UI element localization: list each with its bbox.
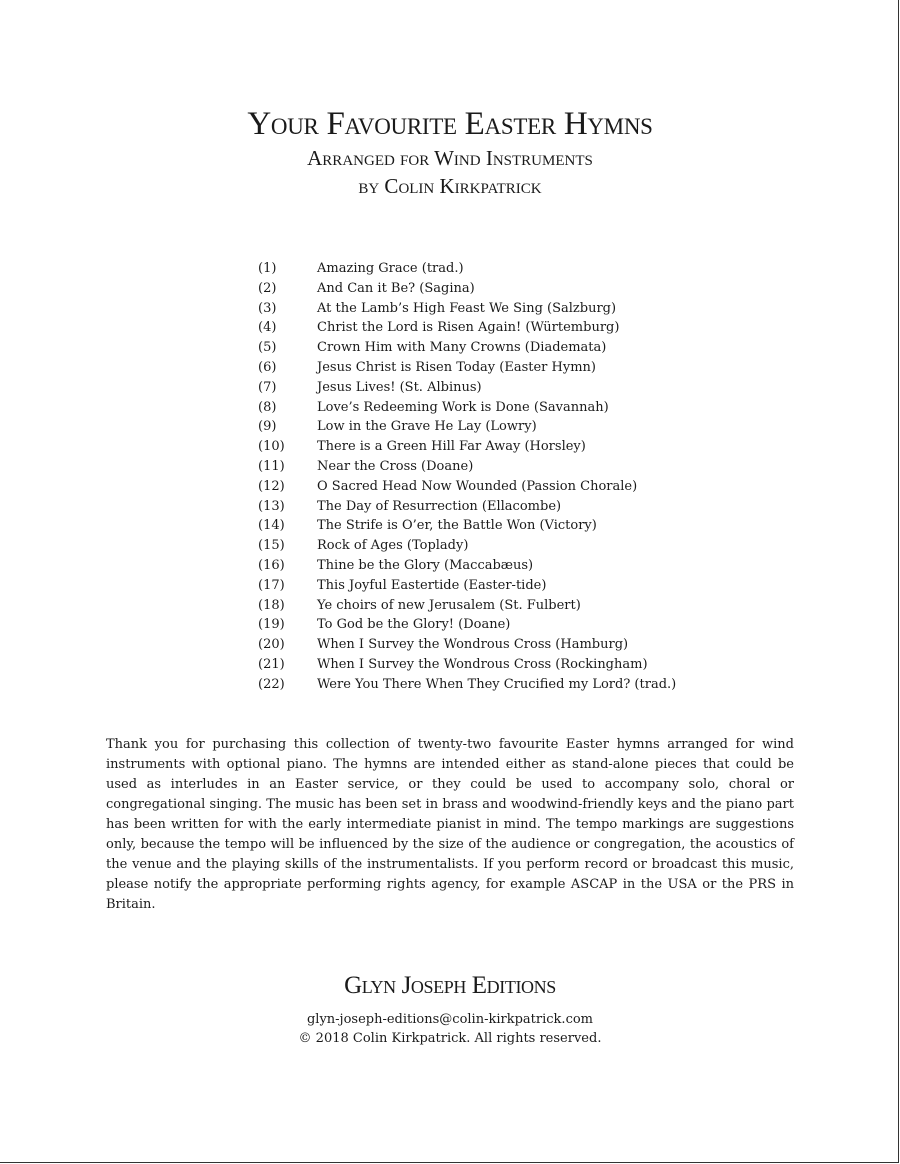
hymn-item: [258, 655, 676, 675]
hymn-title: Amazing Grace (trad.): [317, 261, 464, 276]
hymn-number: (8): [258, 399, 277, 415]
hymn-item: [258, 338, 676, 358]
hymn-number: (1): [258, 261, 277, 276]
hymn-title: And Can it Be? (Sagina): [317, 280, 475, 296]
subtitle-author: by Colin Kirkpatrick: [358, 174, 542, 198]
hymn-title: Christ the Lord is Risen Again! (Würtemburg): [317, 320, 620, 336]
hymn-number: (18): [258, 597, 285, 613]
hymn-title: There is a Green Hill Far Away (Horsley): [317, 439, 586, 455]
hymn-item: [258, 437, 676, 457]
hymn-number: (22): [258, 676, 285, 692]
hymn-number: (10): [258, 439, 285, 455]
hymn-number: (19): [258, 617, 285, 633]
hymn-item: [258, 398, 676, 418]
hymn-number: (11): [258, 458, 285, 474]
hymn-title: At the Lamb’s High Feast We Sing (Salzburg): [317, 300, 617, 316]
hymn-item: [258, 259, 676, 279]
hymn-item: [258, 556, 676, 576]
hymn-title: When I Survey the Wondrous Cross (Hamburg): [317, 637, 629, 653]
hymn-title: O Sacred Head Now Wounded (Passion Chorale): [317, 478, 638, 494]
hymn-item: [258, 615, 676, 635]
hymn-number: (20): [258, 637, 285, 653]
hymn-title: Low in the Grave He Lay (Lowry): [317, 419, 537, 435]
hymn-item: [258, 318, 676, 338]
hymn-item: [258, 635, 676, 655]
hymn-item: [258, 378, 676, 398]
hymn-number: (6): [258, 359, 277, 375]
hymn-title: When I Survey the Wondrous Cross (Rockingham): [317, 656, 648, 672]
hymn-item: [258, 358, 676, 378]
hymn-title: Crown Him with Many Crowns (Diademata): [317, 340, 607, 356]
hymn-item: [258, 299, 676, 319]
hymn-title: Jesus Christ is Risen Today (Easter Hymn): [317, 359, 596, 375]
hymn-list: [258, 259, 676, 695]
subtitle-arranged: Arranged for Wind Instruments: [307, 146, 593, 170]
hymn-item: [258, 457, 676, 477]
hymn-number: (21): [258, 656, 285, 672]
hymn-number: (5): [258, 340, 277, 356]
copyright-notice: © 2018 Colin Kirkpatrick. All rights reserved.: [298, 1031, 602, 1046]
hymn-title: The Strife is O’er, the Battle Won (Victory): [317, 518, 597, 534]
hymn-number: (7): [258, 379, 277, 395]
hymn-number: (4): [258, 320, 277, 336]
hymn-title: Rock of Ages (Toplady): [317, 538, 469, 554]
contact-email: glyn-joseph-editions@colin-kirkpatrick.com: [306, 1012, 594, 1027]
hymn-item: [258, 576, 676, 596]
hymn-item: [258, 516, 676, 536]
hymn-title: To God be the Glory! (Doane): [317, 617, 511, 633]
hymn-title: Ye choirs of new Jerusalem (St. Fulbert): [317, 597, 581, 613]
hymn-title: Love’s Redeeming Work is Done (Savannah): [317, 399, 609, 415]
hymn-item: [258, 477, 676, 497]
hymn-number: (17): [258, 577, 285, 593]
page-title: Your Favourite Easter Hymns: [247, 106, 653, 142]
publisher-logo: Glyn Joseph Editions: [344, 972, 556, 999]
hymn-number: (12): [258, 478, 285, 494]
hymn-title: Thine be the Glory (Maccabæus): [317, 557, 534, 573]
hymn-title: Jesus Lives! (St. Albinus): [317, 379, 482, 395]
hymn-item: [258, 497, 676, 517]
hymn-item: [258, 417, 676, 437]
intro-paragraph: Thank you for purchasing this collection of twenty-two favourite Easter hymns arranged for wind instruments with optional piano. The hymns are intended either as stand-alone pieces that could be used as interludes in an Easter service, or they could be used to accompany solo, choral or congregational singing. The music has been set in brass and woodwind-friendly keys and the piano part has been written for with the early intermediate pianist in mind. The tempo markings are suggestions only, because the tempo will be influenced by the size of the audience or congregation, the acoustics of the venue and the playing skills of the instrumentalists. If you perform record or broadcast this music, please notify the appropriate performing rights agency, for example ASCAP in the USA or the PRS in Britain.: [106, 737, 794, 912]
hymn-title: Near the Cross (Doane): [317, 458, 474, 474]
hymn-item: [258, 279, 676, 299]
hymn-item: [258, 675, 676, 695]
hymn-number: (16): [258, 557, 285, 573]
hymn-number: (2): [258, 280, 277, 296]
hymn-number: (13): [258, 498, 285, 514]
hymn-number: (3): [258, 300, 277, 316]
hymn-number: (9): [258, 419, 277, 435]
hymn-item: [258, 536, 676, 556]
hymn-title: Were You There When They Crucified my Lord? (trad.): [317, 676, 677, 692]
hymn-number: (14): [258, 518, 285, 534]
hymn-item: [258, 596, 676, 616]
hymn-title: This Joyful Eastertide (Easter-tide): [317, 577, 547, 593]
hymn-title: The Day of Resurrection (Ellacombe): [317, 498, 562, 514]
hymn-number: (15): [258, 538, 285, 554]
